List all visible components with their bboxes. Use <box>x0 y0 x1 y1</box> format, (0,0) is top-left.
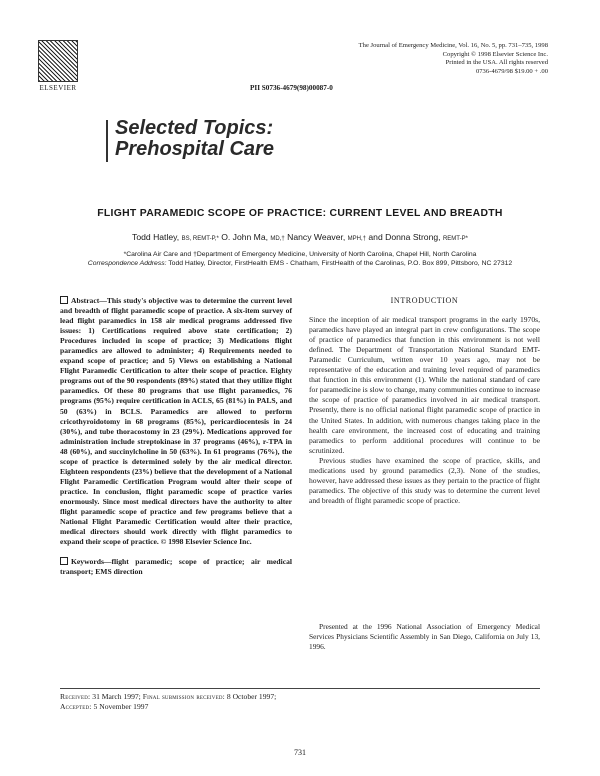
accepted-date: 5 November 1997 <box>93 702 149 711</box>
journal-line: The Journal of Emergency Medicine, Vol. 16, No. 5, pp. 731–735, 1998 <box>358 42 548 49</box>
journal-line: Printed in the USA. All rights reserved <box>445 59 548 67</box>
correspondence <box>60 259 540 268</box>
received-label: Received: <box>60 692 91 701</box>
author-degree: REMT-P* <box>442 236 468 242</box>
received-date: 31 March 1997; <box>92 692 141 701</box>
section-heading <box>115 118 274 160</box>
author-list <box>0 232 600 242</box>
footer-divider <box>60 688 540 689</box>
correspondence-label: Correspondence Address: <box>87 260 167 268</box>
final-label: Final submission received: <box>142 692 225 701</box>
accepted-line <box>60 702 276 712</box>
presented-note: Presented at the 1996 National Association of Emergency Medical Services Physicians Scientific Assembly in San Diego, California on July 13, 1996. <box>309 622 540 651</box>
introduction-column <box>309 296 540 506</box>
received-line <box>60 692 276 702</box>
journal-line: Copyright © 1998 Elsevier Science Inc. <box>442 50 548 58</box>
introduction-paragraph: Previous studies have examined the scope of practice, skills, and medications used by ground paramedics (2,3). None of the studies, however, have addressed these issues as they pertain to the practice of flight paramedics. The objective of this study was to determine the current level and breadth of flight paramedic scope of practice. <box>309 455 541 505</box>
elsevier-logo <box>36 40 80 94</box>
author-degree: BS, REMT-P,* <box>181 236 219 242</box>
author-name: and Donna Strong, <box>368 232 441 242</box>
keywords-text: Keywords—flight paramedic; scope of practice; air medical transport; EMS direction <box>60 557 292 577</box>
keywords <box>60 557 292 577</box>
journal-line: 0736-4679/98 $19.00 + .00 <box>475 67 548 75</box>
author-name: O. John Ma, <box>221 232 269 242</box>
affiliation-block <box>60 250 540 269</box>
introduction-paragraph: Since the inception of air medical transport programs in the early 1970s, paramedics have played an integral part in crew configurations. The scope of practice of paramedics that function in this environment is not well defined. The Department of Transportation National Standard EMT-Paramedic Curriculum, written over 10 years ago, may not be representative of the education and training level required of paramedics that function in this environment (1). While the national standard of care for paramedicine is slow to change, many communities continue to increase the scope of practice of paramedics involved in air medical transport. Presently, there is no official national flight paramedic scope of practice in the United States. In addition, with numerous changes taking place in the health care environment, the increased cost of educating and training paramedics to perform additional procedures will continue to be scrutinized. <box>309 315 540 455</box>
author-name: Todd Hatley, <box>132 232 180 242</box>
elsevier-logo-text: ELSEVIER <box>39 84 77 92</box>
section-bar <box>106 120 108 162</box>
author-degree: MD,† <box>270 236 285 242</box>
pii-identifier: PII S0736-4679(98)00087-0 <box>250 84 333 92</box>
introduction-heading: INTRODUCTION <box>390 296 459 305</box>
final-date: 8 October 1997; <box>226 692 277 701</box>
author-name: Nancy Weaver, <box>287 232 346 242</box>
received-dates <box>60 692 276 712</box>
elsevier-tree-emblem <box>38 40 78 82</box>
checkbox-glyph-icon <box>60 557 68 565</box>
abstract <box>60 296 292 547</box>
section-line-1: Selected Topics: <box>115 117 274 139</box>
affiliation: *Carolina Air Care and †Department of Emergency Medicine, University of North Carolina, Chapel Hill, North Carolina <box>123 251 477 258</box>
article-title: FLIGHT PARAMEDIC SCOPE OF PRACTICE: CURRENT LEVEL AND BREADTH <box>97 208 503 219</box>
correspondence-address: Todd Hatley, Director, FirstHealth EMS - Chatham, FirstHealth of the Carolinas, P.O. Box 899, Pittsboro, NC 27312 <box>168 260 513 268</box>
page-number: 731 <box>294 748 306 757</box>
checkbox-glyph-icon <box>60 296 68 304</box>
section-line-2: Prehospital Care <box>115 138 274 160</box>
accepted-label: Accepted: <box>60 702 92 711</box>
journal-citation <box>359 42 548 76</box>
author-degree: MPH,† <box>347 236 366 242</box>
abstract-text: Abstract—This study's objective was to determine the current level and breadth of flight paramedic scope of practice. A six-item survey of lead flight paramedics in 158 air medical programs addressed five issues: 1) Certifications required above state certification; 2) Procedures included in scope of practice; 3) Medications flight paramedics are allowed to administer; 4) Requirements needed to expand scope of practice; and 5) Views on establishing a National Flight Paramedic Certification to alter their scope of practice. Eighty programs out of the 90 respondents (89%) stated that they utilize flight paramedics. Of these 80 programs that use flight paramedics, 76 programs (95%) require certification in ACLS, 65 (81%) in PALS, and 50 (63%) in BCLS. Paramedics are allowed to perform cricothyroidotomy in 68 programs (85%), pericardiocentesis in 24 (30%), and tube thoracostomy in 23 (29%). Medications approved for administration include streptokinase in 37 programs (46%), r-TPA in 48 (60%), and succinylcholine in 50 (63%). In 61 programs (76%), the scope of practice is determined solely by the air medical director. Eighteen respondents (23%) believe that the development of a National Flight Paramedic Certification Program would alter their scope of practice. In conclusion, flight paramedic scope of practice varies enormously. Since most medical directors have the authority to alter flight paramedic scope of practice and few programs believe that a National Flight Paramedic Certification would alter their practice, medical directors should work directly with flight paramedics to expand their scope of practice. © 1998 Elsevier Science Inc. <box>60 296 292 547</box>
abstract-column <box>60 296 292 577</box>
